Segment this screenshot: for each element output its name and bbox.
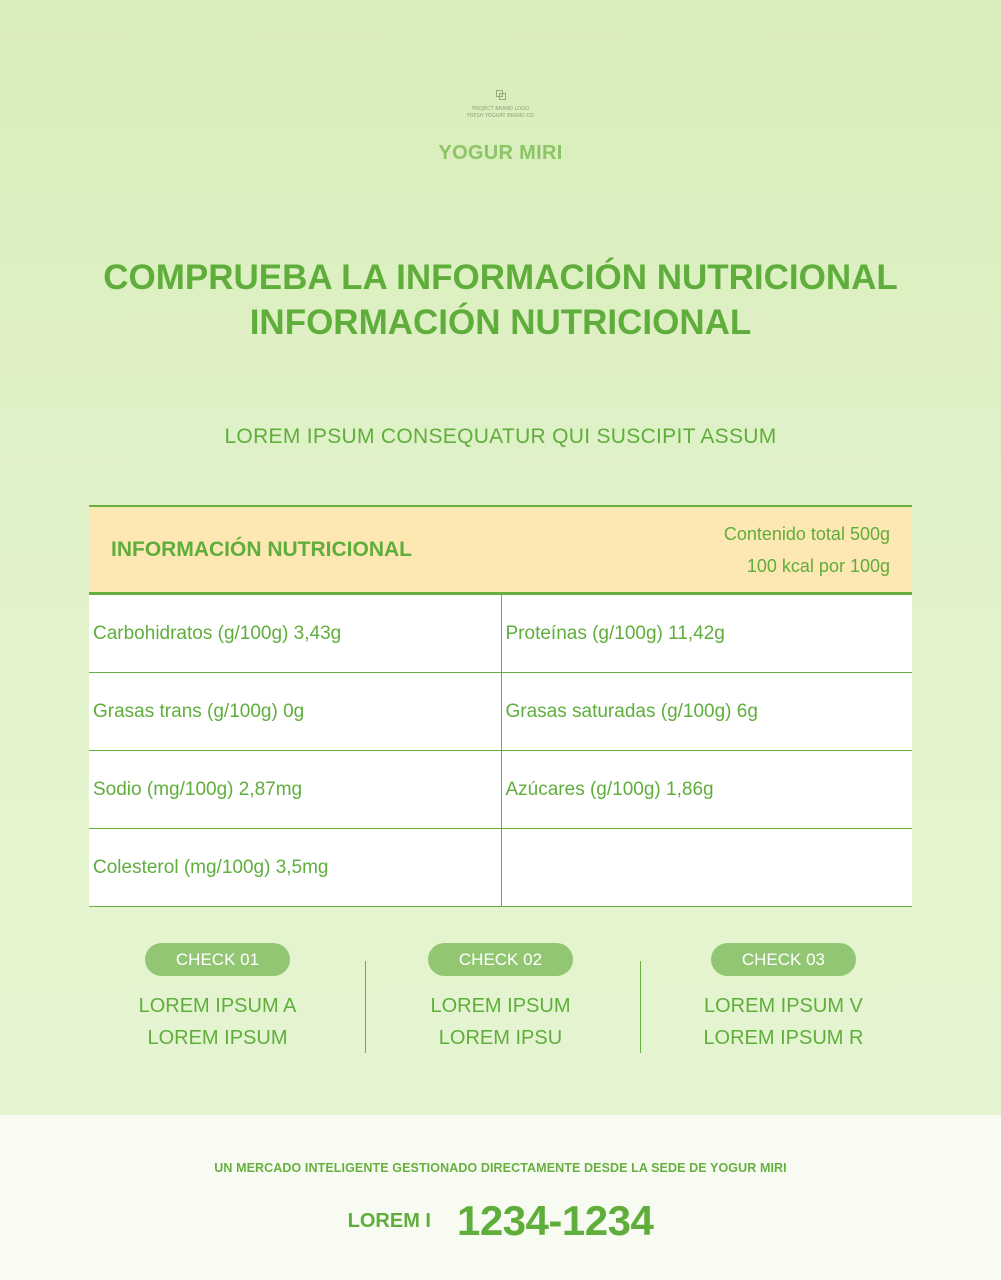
table-cell	[501, 829, 913, 906]
check-item-1	[76, 943, 359, 1053]
table-row	[89, 751, 912, 829]
check-text-line: LOREM IPSUM A	[138, 995, 297, 1017]
check-text	[430, 990, 570, 1054]
logo-tiny-text-2: FRESH YOGURT BRAND CO	[467, 113, 534, 119]
page-headline	[60, 255, 941, 345]
total-content: Contenido total 500g	[723, 523, 890, 544]
footer	[0, 1115, 1001, 1280]
check-divider	[365, 961, 366, 1053]
check-text-line: LOREM IPSUM	[147, 1027, 288, 1049]
kcal-per-100g: 100 kcal por 100g	[746, 555, 890, 576]
logo-tiny-text-1: PROJECT BRAND LOGO	[472, 106, 529, 112]
table-cell: Carbohidratos (g/100g) 3,43g	[93, 622, 342, 644]
check-badge: CHECK 02	[428, 943, 573, 976]
headline-line-2: INFORMACIÓN NUTRICIONAL	[249, 303, 752, 342]
table-cell: Azúcares (g/100g) 1,86g	[501, 751, 913, 828]
table-row	[89, 673, 912, 751]
check-text	[703, 990, 863, 1054]
footer-contact	[0, 1197, 1001, 1245]
brand-logo	[0, 88, 1001, 120]
table-cell: Grasas trans (g/100g) 0g	[93, 700, 305, 722]
check-item-2	[359, 943, 642, 1053]
table-row	[89, 595, 912, 673]
check-text-line: LOREM IPSUM R	[703, 1027, 864, 1049]
headline-line-1: COMPRUEBA LA INFORMACIÓN NUTRICIONAL	[103, 258, 898, 297]
nutrition-table	[89, 505, 912, 907]
check-text	[139, 990, 297, 1054]
check-text-line: LOREM IPSUM	[430, 995, 571, 1017]
brand-mark-icon	[495, 88, 507, 106]
contact-number[interactable]: 1234-1234	[456, 1197, 654, 1244]
table-cell: Sodio (mg/100g) 2,87mg	[93, 778, 303, 800]
check-text-line: LOREM IPSU	[438, 1027, 563, 1049]
subtitle: LOREM IPSUM CONSEQUATUR QUI SUSCIPIT ASSUM	[224, 425, 777, 448]
nutrition-table-summary	[724, 518, 890, 582]
check-list	[76, 943, 925, 1053]
check-badge: CHECK 01	[145, 943, 290, 976]
check-divider	[640, 961, 641, 1053]
table-row	[89, 829, 912, 907]
table-cell: Grasas saturadas (g/100g) 6g	[501, 673, 913, 750]
table-cell: Colesterol (mg/100g) 3,5mg	[93, 856, 329, 878]
nutrition-table-header	[89, 507, 912, 595]
nutrition-table-title: INFORMACIÓN NUTRICIONAL	[111, 537, 412, 561]
table-cell: Proteínas (g/100g) 11,42g	[501, 595, 913, 672]
brand-name: YOGUR MIRI	[438, 142, 563, 164]
footer-tagline: UN MERCADO INTELIGENTE GESTIONADO DIRECTAMENTE DESDE LA SEDE DE YOGUR MIRI	[214, 1161, 787, 1175]
check-item-3	[642, 943, 925, 1053]
check-text-line: LOREM IPSUM V	[703, 995, 863, 1017]
contact-label: LOREM I	[347, 1209, 431, 1232]
check-badge: CHECK 03	[711, 943, 856, 976]
